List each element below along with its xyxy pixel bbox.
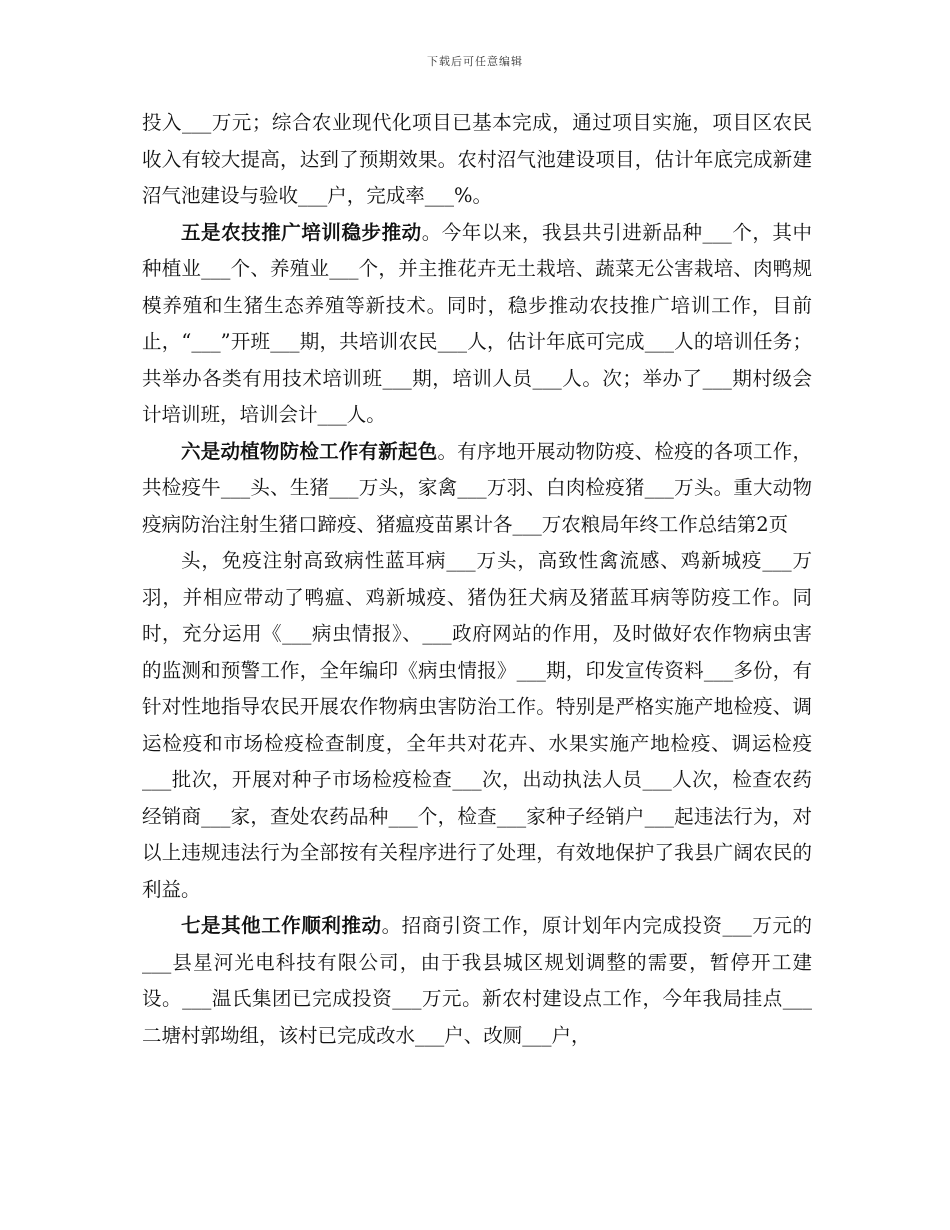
paragraph-text: 头，免疫注射高致病性蓝耳病___万头，高致性禽流感、鸡新城疫___万羽，并相应带动了鸭瘟、鸡新城疫、猪伪狂犬病及猪蓝耳病等防疫工作。同时，充分运用《___病虫情报》、___政府网站的作用，及时做好农作物病虫害的监测和预警工作，全年编印《病虫情报》___期，印发宣传资料___多份，有针对性地指导农民开展农作物病虫害防治工作。特别是严格实施产地检疫、调运检疫和市场检疫检查制度，全年共对花卉、水果实施产地检疫、调运检疫___批次，开展对种子市场检疫检查___次，出动执法人员___人次，检查农药经销商___家，查处农药品种___个，检查___家种子经销户___起违法行为，对以上违规违法行为全部按有关程序进行了处理，有效地保护了我县广阔农民的利益。	[142, 549, 812, 901]
paragraph-immunization	[142, 543, 812, 908]
document-body	[142, 105, 812, 1054]
paragraph-text: 投入___万元；综合农业现代化项目已基本完成，通过项目实施，项目区农民收入有较大提高，达到了预期效果。农村沼气池建设项目，估计年底完成新建沼气池建设与验收___户，完成率___%。	[142, 111, 812, 207]
page-header: 下载后可任意编辑	[427, 55, 523, 68]
paragraph-lead: 五是农技推广培训稳步推动	[181, 220, 422, 244]
paragraph-investment	[142, 105, 812, 215]
paragraph-text: 。有序地开展动物防疫、检疫的各项工作，共检疫牛___头、生猪___万头，家禽___万羽、白肉检疫猪___万头。重大动物疫病防治注射生猪口蹄疫、猪瘟疫苗累计各___万农粮局年终工作总结第2页	[142, 439, 812, 536]
paragraph-quarantine	[142, 434, 812, 544]
paragraph-text: 。招商引资工作，原计划年内完成投资___万元的___县星河光电科技有限公司，由于我县城区规划调整的需要，暂停开工建设。___温氏集团已完成投资___万元。新农村建设点工作，今年我局挂点___二塘村郭坳组，该村已完成改水___户、改厕___户，	[142, 914, 812, 1047]
paragraph-text: 。今年以来，我县共引进新品种___个，其中种植业___个、养殖业___个，并主推花卉无土栽培、蔬菜无公害栽培、肉鸭规模养殖和生猪生态养殖等新技术。同时，稳步推动农技推广培训工作，目前止，“___”开班___期，共培训农民___人，估计年底可完成___人的培训任务；共举办各类有用技术培训班___期，培训人员___人。次；举办了___期村级会计培训班，培训会计___人。	[142, 220, 812, 426]
paragraph-agri-tech-training	[142, 215, 812, 434]
paragraph-lead: 六是动植物防检工作有新起色	[181, 439, 438, 463]
paragraph-lead: 七是其他工作顺利推动	[181, 914, 382, 937]
paragraph-other-work	[142, 908, 812, 1054]
